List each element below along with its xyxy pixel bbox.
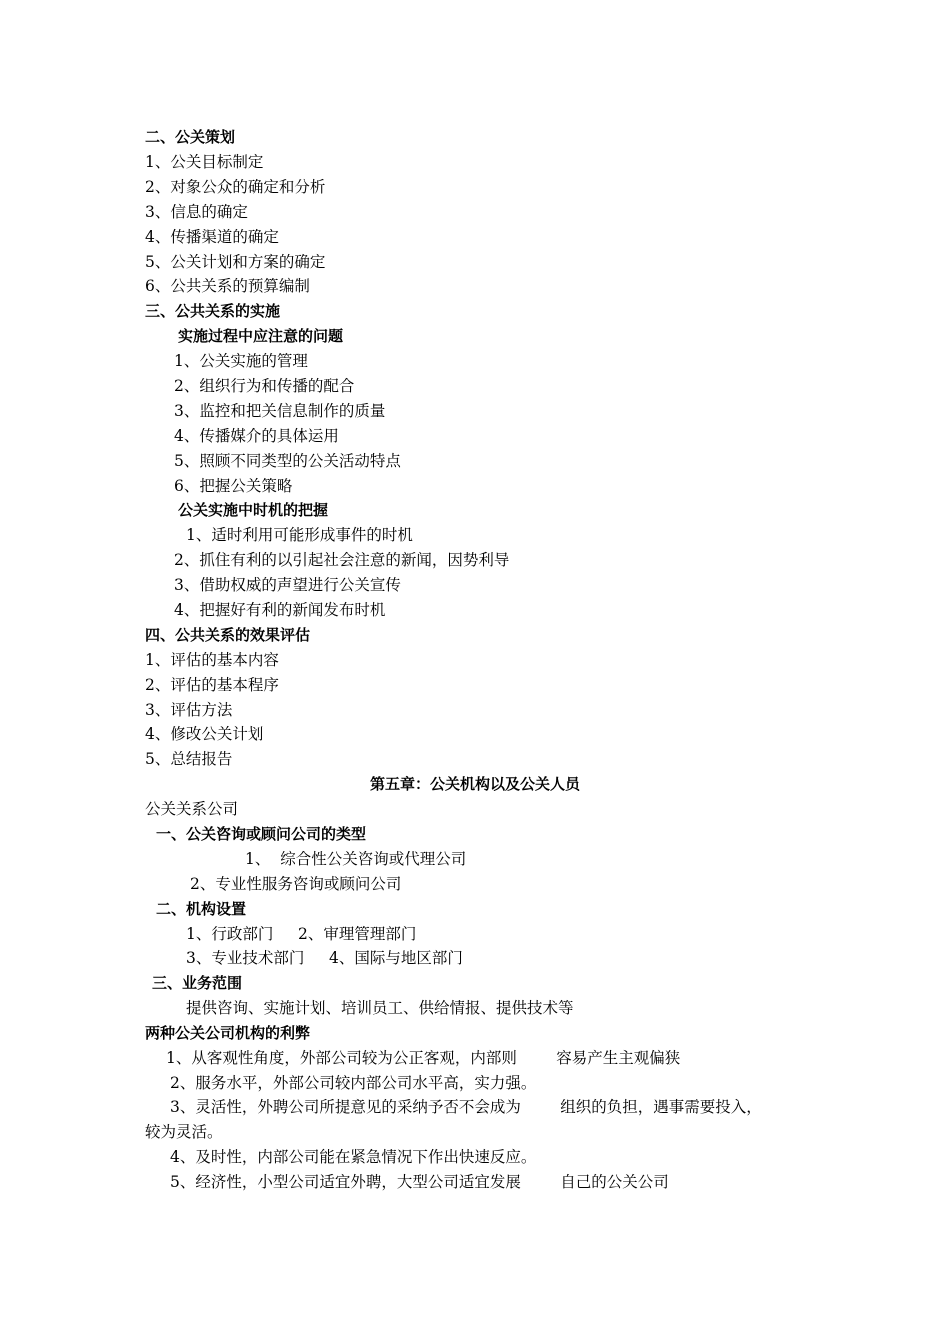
list-item: 5、经济性，小型公司适宜外聘，大型公司适宜发展 自己的公关公司 bbox=[170, 1173, 669, 1191]
list-item: 1、行政部门 2、审理管理部门 bbox=[186, 925, 417, 943]
list-item: 2、组织行为和传播的配合 bbox=[174, 377, 355, 395]
list-item: 5、公关计划和方案的确定 bbox=[145, 253, 326, 271]
list-item: 4、修改公关计划 bbox=[145, 725, 264, 743]
list-item: 4、把握好有利的新闻发布时机 bbox=[174, 601, 386, 619]
list-item: 2、评估的基本程序 bbox=[145, 676, 279, 694]
list-item: 1、公关实施的管理 bbox=[174, 352, 308, 370]
heading-section-3: 三、公共关系的实施 bbox=[145, 302, 281, 320]
heading-section-2: 二、公关策划 bbox=[145, 128, 236, 146]
list-item: 3、灵活性，外聘公司所提意见的采纳予否不会成为 组织的负担，遇事需要投入， bbox=[170, 1098, 762, 1116]
chapter-title: 第五章：公关机构以及公关人员 bbox=[369, 775, 580, 793]
list-item: 3、借助权威的声望进行公关宣传 bbox=[174, 576, 401, 594]
list-item: 2、服务水平，外部公司较内部公司水平高，实力强。 bbox=[170, 1074, 537, 1092]
list-item: 2、对象公众的确定和分析 bbox=[145, 178, 326, 196]
heading-org-structure: 二、机构设置 bbox=[156, 900, 247, 918]
list-item: 6、公共关系的预算编制 bbox=[145, 277, 310, 295]
list-item: 2、专业性服务咨询或顾问公司 bbox=[190, 875, 402, 893]
subheading-timing: 公关实施中时机的把握 bbox=[178, 501, 329, 519]
list-item: 1、适时利用可能形成事件的时机 bbox=[186, 526, 413, 544]
body-text-continued: 较为灵活。 bbox=[145, 1123, 223, 1141]
list-item: 3、监控和把关信息制作的质量 bbox=[174, 402, 386, 420]
heading-business-scope: 三、业务范围 bbox=[152, 974, 243, 992]
section-label: 公关关系公司 bbox=[145, 800, 239, 818]
list-item: 4、及时性，内部公司能在紧急情况下作出快速反应。 bbox=[170, 1148, 537, 1166]
list-item: 1、评估的基本内容 bbox=[145, 651, 279, 669]
heading-pros-cons: 两种公关公司机构的利弊 bbox=[145, 1024, 311, 1042]
list-item: 6、把握公关策略 bbox=[174, 477, 293, 495]
list-item: 4、传播媒介的具体运用 bbox=[174, 427, 339, 445]
list-item: 5、总结报告 bbox=[145, 750, 233, 768]
heading-section-4: 四、公共关系的效果评估 bbox=[145, 626, 311, 644]
list-item: 3、信息的确定 bbox=[145, 203, 248, 221]
list-item: 1、 综合性公关咨询或代理公司 bbox=[245, 850, 467, 868]
list-item: 4、传播渠道的确定 bbox=[145, 228, 279, 246]
list-item: 1、公关目标制定 bbox=[145, 153, 264, 171]
list-item: 2、抓住有利的以引起社会注意的新闻，因势利导 bbox=[174, 551, 510, 569]
body-text: 提供咨询、实施计划、培训员工、供给情报、提供技术等 bbox=[186, 999, 574, 1017]
list-item: 3、专业技术部门 4、国际与地区部门 bbox=[186, 949, 463, 967]
list-item: 3、评估方法 bbox=[145, 701, 233, 719]
heading-company-types: 一、公关咨询或顾问公司的类型 bbox=[156, 825, 367, 843]
list-item: 5、照顾不同类型的公关活动特点 bbox=[174, 452, 401, 470]
list-item: 1、从客观性角度，外部公司较为公正客观，内部则 容易产生主观偏狭 bbox=[166, 1049, 681, 1067]
subheading-implementation-issues: 实施过程中应注意的问题 bbox=[178, 327, 344, 345]
